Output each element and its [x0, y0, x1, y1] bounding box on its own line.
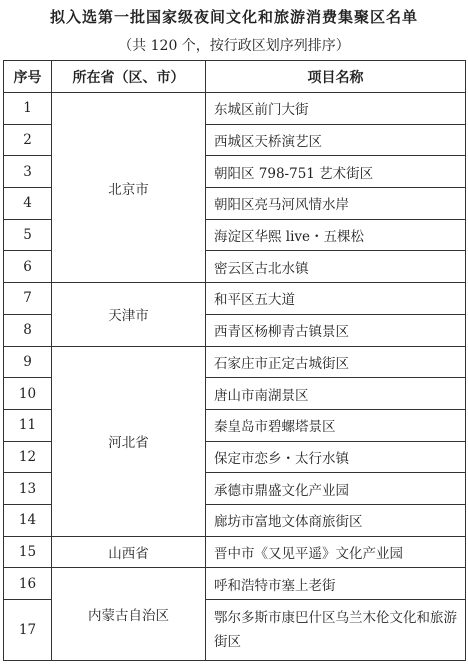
row-index: 1	[4, 93, 52, 125]
table-row	[4, 568, 466, 600]
page-title: 拟入选第一批国家级夜间文化和旅游消费集聚区名单	[49, 8, 418, 26]
project-name: 保定市恋乡・太行水镇	[206, 441, 466, 473]
row-index: 3	[4, 156, 52, 188]
table-row	[4, 93, 466, 125]
row-index: 8	[4, 314, 52, 346]
table-row	[4, 283, 466, 315]
row-index: 4	[4, 188, 52, 220]
project-name: 唐山市南湖景区	[206, 378, 466, 410]
project-name: 鄂尔多斯市康巴什区乌兰木伦文化和旅游街区	[206, 600, 466, 661]
row-index: 5	[4, 219, 52, 251]
table-row	[4, 346, 466, 378]
row-index: 14	[4, 504, 52, 536]
province-cell: 山西省	[52, 536, 206, 568]
province-cell: 内蒙古自治区	[52, 568, 206, 661]
project-name: 西城区天桥演艺区	[206, 124, 466, 156]
header-index: 序号	[4, 61, 52, 93]
province-cell: 北京市	[52, 93, 206, 283]
row-index: 13	[4, 473, 52, 505]
project-name: 西青区杨柳青古镇景区	[206, 314, 466, 346]
row-index: 2	[4, 124, 52, 156]
table-header-row	[4, 61, 466, 93]
row-index: 17	[4, 600, 52, 661]
project-name: 东城区前门大街	[206, 93, 466, 125]
project-name: 廊坊市富地文体商旅街区	[206, 504, 466, 536]
row-index: 11	[4, 409, 52, 441]
project-name: 石家庄市正定古城街区	[206, 346, 466, 378]
row-index: 7	[4, 283, 52, 315]
page-subtitle: （共 120 个，按行政区划序列排序）	[118, 38, 350, 54]
project-name: 朝阳区 798-751 艺术街区	[206, 156, 466, 188]
project-name: 呼和浩特市塞上老街	[206, 568, 466, 600]
table-row	[4, 536, 466, 568]
row-index: 6	[4, 251, 52, 283]
project-name: 和平区五大道	[206, 283, 466, 315]
header-name: 项目名称	[206, 61, 466, 93]
project-name: 晋中市《又见平遥》文化产业园	[206, 536, 466, 568]
row-index: 15	[4, 536, 52, 568]
list-table	[3, 60, 466, 661]
project-name: 密云区古北水镇	[206, 251, 466, 283]
row-index: 16	[4, 568, 52, 600]
header-province: 所在省（区、市）	[52, 61, 206, 93]
row-index: 9	[4, 346, 52, 378]
project-name: 承德市鼎盛文化产业园	[206, 473, 466, 505]
project-name: 海淀区华熙 live・五棵松	[206, 219, 466, 251]
project-name: 朝阳区亮马河风情水岸	[206, 188, 466, 220]
province-cell: 河北省	[52, 346, 206, 536]
project-name: 秦皇岛市碧螺塔景区	[206, 409, 466, 441]
province-cell: 天津市	[52, 283, 206, 346]
row-index: 12	[4, 441, 52, 473]
row-index: 10	[4, 378, 52, 410]
